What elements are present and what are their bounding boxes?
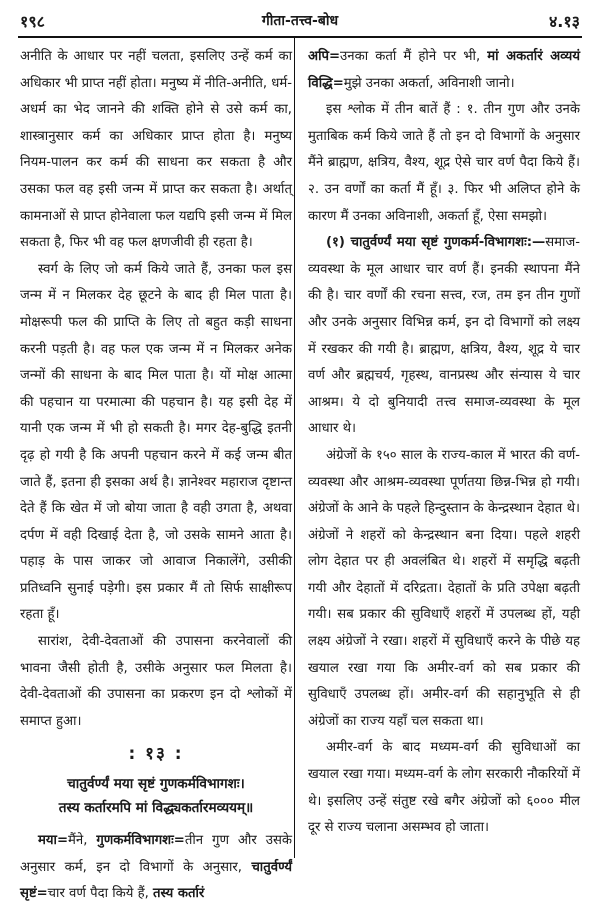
gloss-meaning: तीन गुण और उसके अनुसार कर्म, इन दो विभागों के अनुसार, [20, 833, 292, 875]
paragraph: इस श्लोक में तीन बातें हैं : १. तीन गुण और उनके मुताबिक कर्म किये जाते हैं तो इन दो विभागों के अनुसार मैंने ब्राह्मण, क्षत्रिय, वैश्य, शूद्र ऐसे चार वर्ण पैदा किये हैं। २. उन वर्णों का कर्ता मैं हूँ। ३. फिर भी अलिप्त होने के कारण मैं उनका अविनाशी, अकर्ता हूँ, ऐसा समझो। [308, 102, 580, 224]
paragraph: अंग्रेजों के १५० साल के राज्य-काल में भारत की वर्ण-व्यवस्था और आश्रम-व्यवस्था पूर्णतया छिन्न-भिन्न हो गयी। अंग्रेजों के आने के पहले हिन्दुस्तान के केन्द्रस्थान देहात थे। अंग्रेजों ने शहरों को केन्द्रस्थान बना दिया। पहले शहरी लोग देहात पर ही अवलंबित थे। शहरों में समृद्धि बढ़ती गयी और देहातों में दरिद्रता। देहातों के प्रति उपेक्षा बढ़ती गयी। सब प्रकार की सुविधाएँ शहरों में उपलब्ध हों, यही लक्ष्य अंग्रेजों ने रखा। शहरों में सुविधाएँ करने के पीछे यह खयाल रखा गया कि अमीर-वर्ग को सब प्रकार की सुविधाएँ उपलब्ध हों। अमीर-वर्ग की सहानुभूति से ही अंग्रेजों का राज्य यहाँ चल सकता था। [308, 447, 580, 729]
chapter-verse-ref: ४.१३ [548, 12, 580, 31]
verse-number-marker: : १३ : [128, 744, 184, 765]
header-rule [18, 36, 582, 38]
gloss-word: गुणकर्मविभागशः= [96, 833, 185, 849]
gloss-word: तस्य कर्तारं [152, 886, 205, 902]
verse-line-2: तस्य कर्तारमपि मां विद्ध्यकर्तारमव्ययम्॥ [58, 800, 254, 817]
gloss-meaning: उनका कर्ता मैं होने पर भी, [340, 49, 488, 64]
right-column [308, 44, 580, 842]
page-header [18, 10, 582, 34]
paragraph [308, 230, 580, 443]
paragraph: स्वर्ग के लिए जो कर्म किये जाते हैं, उनका फल इस जन्म में न मिलकर देह छूटने के बाद ही मिल पाता है। मोक्षरूपी फल की प्राप्ति के लिए तो बहुत कड़ी साधना करनी पड़ती है। वह फल एक जन्म में न मिलकर अनेक जन्मों की साधना के बाद मिल पाता है। यों मोक्ष आत्मा की पहचान या परमात्मा की पहचान है। यह इसी देह में यानी एक जन्म में भी हो सकती है। मगर देह-बुद्धि इतनी दृढ़ हो गयी है कि अपनी पहचान करने में कई जन्म बीत जाते हैं, इतना ही इसका अर्थ है। ज्ञानेश्वर महाराज दृष्टान्त देते हैं कि खेत में जो बोया जाता है वही उगता है, अथवा दर्पण में वही दिखाई देता है, जो उसके सामने आता है। पहाड़ के पास जाकर जो आवाज निकालेंगे, उसीकी प्रतिध्वनि सुनाई पड़ेगी। इस प्रकार मैं तो सिर्फ साक्षीरूप रहता हूँ। [20, 261, 292, 623]
gloss-meaning: चार वर्ण पैदा किये हैं, [47, 886, 153, 902]
page-number: १९८ [20, 12, 45, 31]
paragraph: सारांश, देवी-देवताओं की उपासना करनेवालों की भावना जैसी होती है, उसीके अनुसार फल मिलता है। देवी-देवताओं की उपासना का प्रकरण इन दो श्लोकों में समाप्त हुआ। [20, 634, 292, 729]
column-divider [294, 38, 295, 858]
paragraph: अमीर-वर्ग के बाद मध्यम-वर्ग की सुविधाओं का खयाल रखा गया। मध्यम-वर्ग के लोग सरकारी नौकरियों में थे। इसलिए उन्हें संतुष्ट रखे बगैर अंग्रेजों को ६००० मील दूर से राज्य चलाना असम्भव हो जाता। [308, 740, 580, 836]
word-meaning-gloss-continued [308, 44, 580, 97]
word-meaning-gloss [20, 828, 292, 908]
gloss-word: चातुर्वर्ण्यं सृष्टं= [20, 859, 292, 902]
gloss-word: मया= [38, 833, 68, 849]
paragraph: अनीति के आधार पर नहीं चलता, इसलिए उन्हें कर्म का अधिकार भी प्राप्त नहीं होता। मनुष्य में नीति-अनीति, धर्म-अधर्म का भेद जानने की शक्ति होने से उसे कर्म का, शास्त्रानुसार कर्म का अधिकार प्राप्त होता है। मनुष्य नियम-पालन कर कर्म की साधना कर सकता है और उसका फल वह इसी जन्म में प्राप्त कर सकता है। अर्थात् कामनाओं से प्राप्त होनेवाला फल यद्यपि इसी जन्म में मिल सकता है, फिर भी वह फल क्षणजीवी ही रहता है। [20, 49, 292, 251]
point-heading: (१) चातुर्वर्ण्यं मया सृष्टं गुणकर्म-विभागशः:— [326, 235, 546, 251]
gloss-meaning: मुझे उनका अकर्ता, अविनाशी जानो। [343, 75, 515, 91]
paragraph-text: समाज-व्यवस्था के मूल आधार चार वर्ण हैं। इनकी स्थापना मैंने की है। चार वर्णों की रचना सत्त्व, रज, तम इन तीन गुणों और उनके अनुसार विभिन्न कर्म, इन दो विभागों को लक्ष्य में रखकर की गयी है। ब्राह्मण, क्षत्रिय, वैश्य, शूद्र ये चार वर्ण और ब्रह्मचर्य, गृहस्थ, वानप्रस्थ और संन्यास ये चार आश्रम। ये दो बुनियादी तत्त्व समाज-व्यवस्था के मूल आधार थे। [308, 235, 580, 437]
running-title: गीता-तत्त्व-बोध [261, 13, 339, 29]
gloss-word: अपि= [308, 49, 341, 64]
gloss-meaning: मैंने, [68, 833, 97, 849]
gloss-word: मां अकर्तारं अव्ययं विद्धि= [308, 49, 580, 91]
verse-line-1: चातुर्वर्ण्यं मया सृष्टं गुणकर्मविभागशः। [67, 776, 245, 793]
left-column [20, 44, 292, 908]
